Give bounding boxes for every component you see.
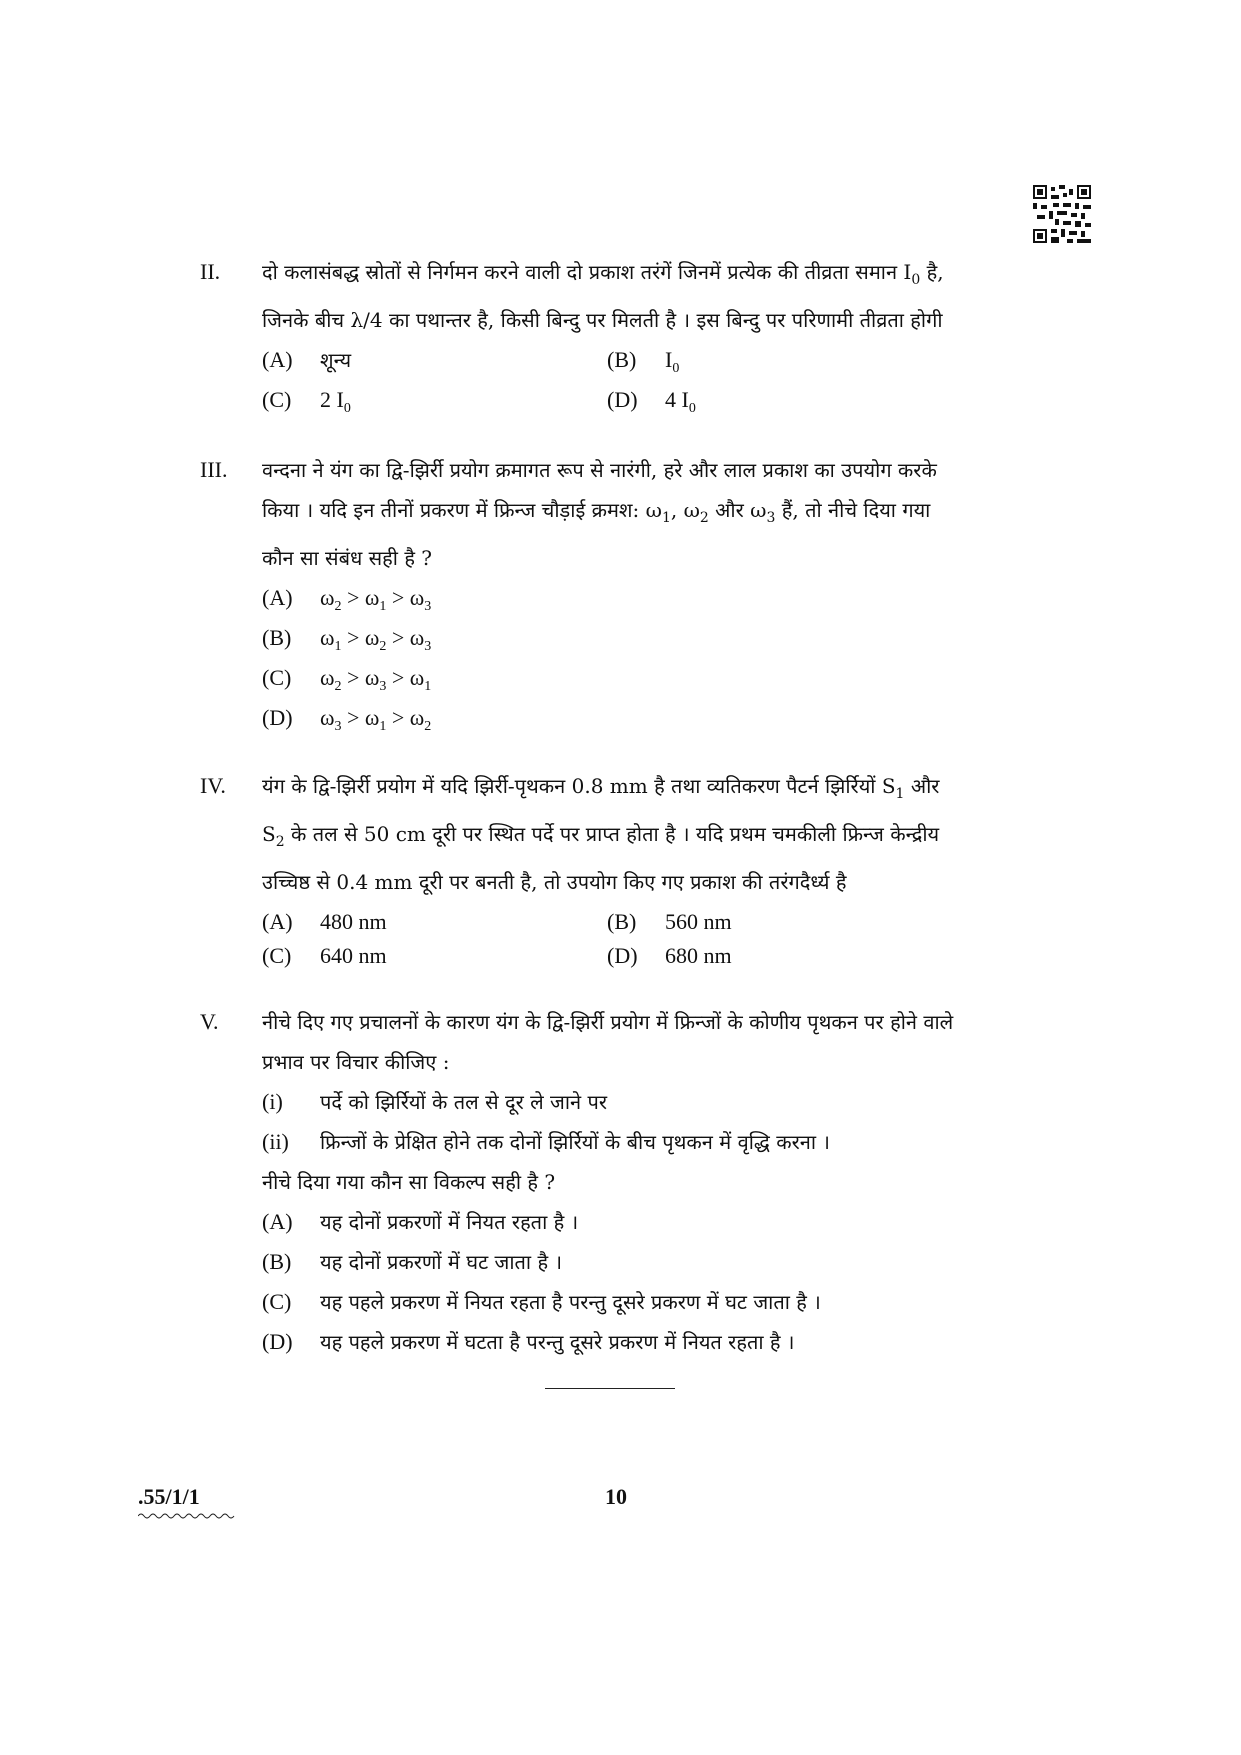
- option-c: (C) यह पहले प्रकरण में नियत रहता है परन्तु दूसरे प्रकरण में घट जाता है ।: [262, 1289, 821, 1314]
- question-2: [200, 252, 1080, 420]
- question-text: कौन सा संबंध सही है ?: [262, 546, 433, 570]
- sub-item-ii: (ii) फ्रिन्जों के प्रेक्षित होने तक दोनों झिर्रियों के बीच पृथकन में वृद्धि करना ।: [262, 1129, 830, 1154]
- question-prompt: नीचे दिया गया कौन सा विकल्प सही है ?: [262, 1170, 556, 1194]
- option-c: (C) $\omega_2 > \omega_3 > \omega_1$: [262, 665, 432, 694]
- option-b: (B) $\omega_1 > \omega_2 > \omega_3$: [262, 625, 432, 654]
- option-c: (C) 2 $I_0$: [262, 387, 351, 416]
- question-4: [200, 766, 1080, 970]
- option-a: (A) शून्य: [262, 347, 352, 372]
- wavy-underline: [138, 1512, 236, 1520]
- option-b: (B) 560 nm: [607, 909, 732, 934]
- question-number: II.: [200, 259, 221, 284]
- question-text: $S_2$ के तल से 50 cm दूरी पर स्थित पर्दे पर प्राप्त होता है । यदि प्रथम चमकीली फ्रिन्ज केन्द्रीय: [262, 822, 940, 850]
- option-d: (D) $\omega_3 > \omega_1 > \omega_2$: [262, 705, 432, 734]
- question-3: [200, 450, 1080, 738]
- option-d: (D) 680 nm: [607, 943, 732, 968]
- question-text: किया । यदि इन तीनों प्रकरण में फ्रिन्ज चौड़ाई क्रमश: $\omega_1$, $\omega_2$ और $\omega_3$ हैं, तो नीचे दिया गया: [262, 498, 931, 526]
- option-d: (D) 4 $I_0$: [607, 387, 696, 416]
- question-text: वन्दना ने यंग का द्वि-झिर्री प्रयोग क्रमागत रूप से नारंगी, हरे और लाल प्रकाश का उपयोग करके: [262, 458, 937, 482]
- option-c: (C) 640 nm: [262, 943, 387, 968]
- question-number: III.: [200, 457, 228, 482]
- question-text: नीचे दिए गए प्रचालनों के कारण यंग के द्वि-झिर्री प्रयोग में फ्रिन्जों के कोणीय पृथकन पर होने वाले: [262, 1010, 954, 1034]
- option-b: (B) यह दोनों प्रकरणों में घट जाता है ।: [262, 1249, 563, 1274]
- question-number: V.: [200, 1009, 219, 1034]
- option-b: (B) $I_0$: [607, 347, 680, 376]
- end-divider: [545, 1388, 675, 1389]
- page-number: 10: [605, 1484, 627, 1509]
- option-a: (A) यह दोनों प्रकरणों में नियत रहता है ।: [262, 1209, 579, 1234]
- question-5: [200, 1002, 1080, 1362]
- question-text: दो कलासंबद्ध स्रोतों से निर्गमन करने वाली दो प्रकाश तरंगें जिनमें प्रत्येक की तीव्रता समान $I_0$ है,: [262, 260, 944, 288]
- question-text: जिनके बीच λ/4 का पथान्तर है, किसी बिन्दु पर मिलती है । इस बिन्दु पर परिणामी तीव्रता होगी: [262, 308, 943, 332]
- sub-item-i: (i) पर्दे को झिर्रियों के तल से दूर ले जाने पर: [262, 1089, 608, 1114]
- qr-code-icon: [1033, 185, 1091, 243]
- option-a: (A) 480 nm: [262, 909, 387, 934]
- question-text: प्रभाव पर विचार कीजिए :: [262, 1050, 450, 1074]
- question-text: उच्चिष्ठ से 0.4 mm दूरी पर बनती है, तो उपयोग किए गए प्रकाश की तरंगदैर्ध्य है: [262, 870, 847, 894]
- question-text: यंग के द्वि-झिर्री प्रयोग में यदि झिर्री-पृथकन 0.8 mm है तथा व्यतिकरण पैटर्न झिर्रियों $S_1$ और: [262, 774, 940, 802]
- question-number: IV.: [200, 773, 226, 798]
- option-d: (D) यह पहले प्रकरण में घटता है परन्तु दूसरे प्रकरण में नियत रहता है ।: [262, 1329, 795, 1354]
- option-a: (A) $\omega_2 > \omega_1 > \omega_3$: [262, 585, 432, 614]
- paper-code: .55/1/1: [138, 1484, 200, 1509]
